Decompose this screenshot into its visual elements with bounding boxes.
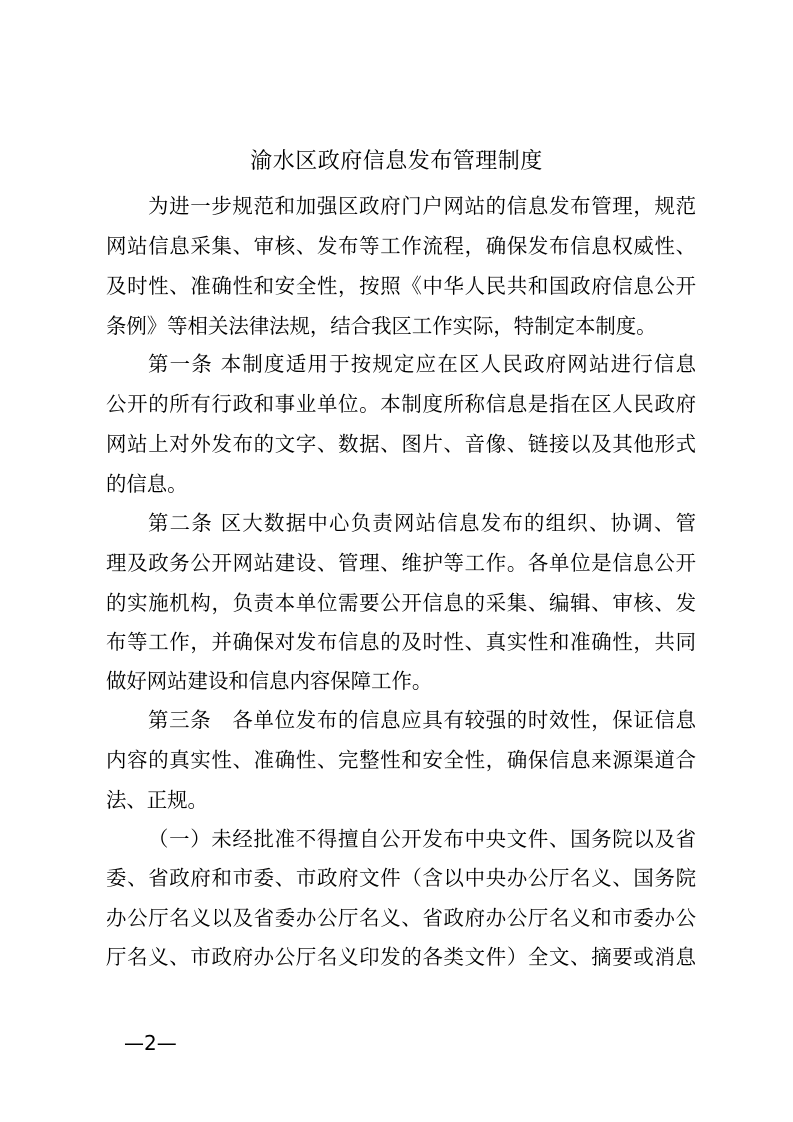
text-line: 厅名义、市政府办公厅名义印发的各类文件）全文、摘要或消息: [106, 945, 696, 969]
text-line: 的实施机构，负责本单位需要公开信息的采集、编辑、审核、发: [106, 591, 696, 615]
text-line: 委、省政府和市委、市政府文件（含以中央办公厅名义、国务院: [106, 866, 696, 890]
text-line: 公开的所有行政和事业单位。本制度所称信息是指在区人民政府: [106, 392, 696, 416]
text-line: 为进一步规范和加强区政府门户网站的信息发布管理，规范: [148, 194, 696, 218]
page-number: —2—: [124, 1031, 177, 1055]
text-line: （一）未经批准不得擅自公开发布中央文件、国务院以及省: [148, 827, 696, 851]
text-line: 办公厅名义以及省委办公厅名义、省政府办公厅名义和市委办公: [106, 906, 696, 930]
text-line: 布等工作，并确保对发布信息的及时性、真实性和准确性，共同: [106, 630, 696, 654]
text-line: 法、正规。: [106, 788, 208, 812]
text-line: 条例》等相关法律法规，结合我区工作实际，特制定本制度。: [106, 314, 657, 338]
text-line: 网站上对外发布的文字、数据、图片、音像、链接以及其他形式: [106, 432, 696, 456]
text-line: 第二条 区大数据中心负责网站信息发布的组织、协调、管: [148, 511, 696, 535]
text-line: 及时性、准确性和安全性，按照《中华人民共和国政府信息公开: [106, 274, 696, 298]
text-line: 第一条 本制度适用于按规定应在区人民政府网站进行信息: [148, 352, 696, 376]
document-title: 渝水区政府信息发布管理制度: [250, 149, 543, 174]
text-line: 网站信息采集、审核、发布等工作流程，确保发布信息权威性、: [106, 234, 696, 258]
text-line: 的信息。: [106, 472, 188, 496]
text-line: 第三条 各单位发布的信息应具有较强的时效性，保证信息: [148, 708, 696, 732]
text-line: 做好网站建设和信息内容保障工作。: [106, 669, 433, 693]
text-line: 内容的真实性、准确性、完整性和安全性，确保信息来源渠道合: [106, 748, 696, 772]
text-line: 理及政务公开网站建设、管理、维护等工作。各单位是信息公开: [106, 551, 696, 575]
